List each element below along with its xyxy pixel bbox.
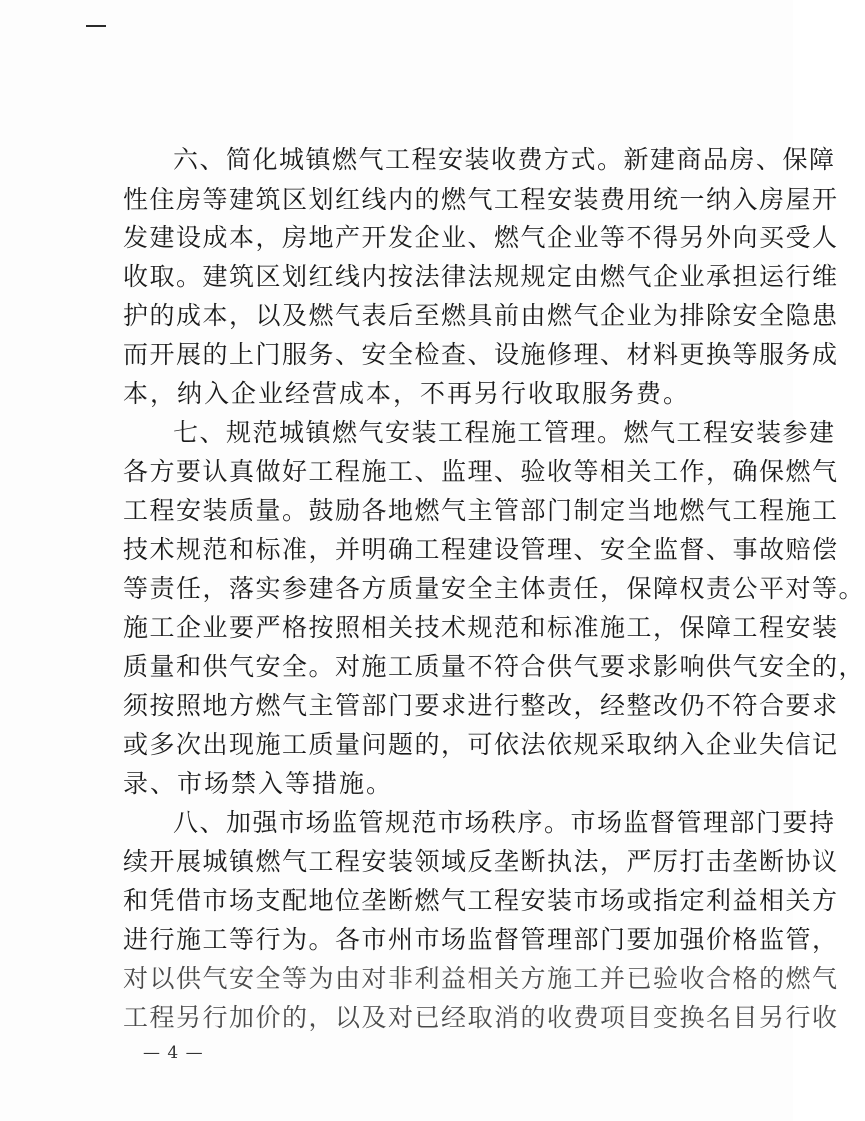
- paragraph-7-line-5: 等责任，落实参建各方质量安全主体责任，保障权责公平对等。: [123, 574, 865, 603]
- paragraph-7-line-9: 或多次出现施工质量问题的，可依法依规采取纳入企业失信记: [123, 730, 839, 759]
- paragraph-7-line-8: 须按照地方燃气主管部门要求进行整改，经整改仍不符合要求: [123, 691, 839, 720]
- paragraph-7-line-4: 技术规范和标准，并明确工程建设管理、安全监督、事故赔偿: [123, 535, 839, 564]
- paragraph-8-line-6: 工程另行加价的，以及对已经取消的收费项目变换名目另行收: [123, 1003, 839, 1032]
- paragraph-7-line-10: 录、市场禁入等措施。: [123, 769, 394, 798]
- paragraph-7-line-6: 施工企业要严格按照相关技术规范和标准施工，保障工程安装: [123, 613, 839, 642]
- paragraph-6-line-2: 性住房等建筑区划红线内的燃气工程安装费用统一纳入房屋开: [123, 185, 839, 214]
- paragraph-8-line-2: 续开展城镇燃气工程安装领域反垄断执法，严厉打击垄断协议: [123, 847, 839, 876]
- paragraph-6-line-4: 收取。建筑区划红线内按法律法规规定由燃气企业承担运行维: [123, 262, 839, 291]
- paragraph-7-line-3: 工程安装质量。鼓励各地燃气主管部门制定当地燃气工程施工: [123, 496, 839, 525]
- page-number: — 4 —: [143, 1043, 204, 1063]
- paragraph-6-line-6: 而开展的上门服务、安全检查、设施修理、材料更换等服务成: [123, 340, 839, 369]
- paragraph-6-line-1: 六、简化城镇燃气工程安装收费方式。新建商品房、保障: [173, 145, 836, 174]
- paragraph-8-line-4: 进行施工等行为。各市州市场监督管理部门要加强价格监管，: [123, 925, 839, 954]
- paragraph-8-line-3: 和凭借市场支配地位垄断燃气工程安装市场或指定利益相关方: [123, 886, 839, 915]
- paragraph-7-line-7: 质量和供气安全。对施工质量不符合供气要求影响供气安全的，: [123, 652, 865, 681]
- paragraph-8-line-5: 对以供气安全等为由对非利益相关方施工并已验收合格的燃气: [123, 964, 839, 993]
- paragraph-7-line-1: 七、规范城镇燃气安装工程施工管理。燃气工程安装参建: [173, 418, 836, 447]
- paragraph-8-line-1: 八、加强市场监管规范市场秩序。市场监督管理部门要持: [173, 808, 836, 837]
- paragraph-7-line-2: 各方要认真做好工程施工、监理、验收等相关工作，确保燃气: [123, 457, 839, 486]
- paragraph-6-line-5: 护的成本，以及燃气表后至燃具前由燃气企业为排除安全隐患: [123, 301, 839, 330]
- top-margin-mark: [86, 25, 106, 27]
- paragraph-6-line-7: 本，纳入企业经营成本，不再另行收取服务费。: [123, 379, 691, 408]
- paragraph-6-line-3: 发建设成本，房地产开发企业、燃气企业等不得另外向买受人: [123, 223, 839, 252]
